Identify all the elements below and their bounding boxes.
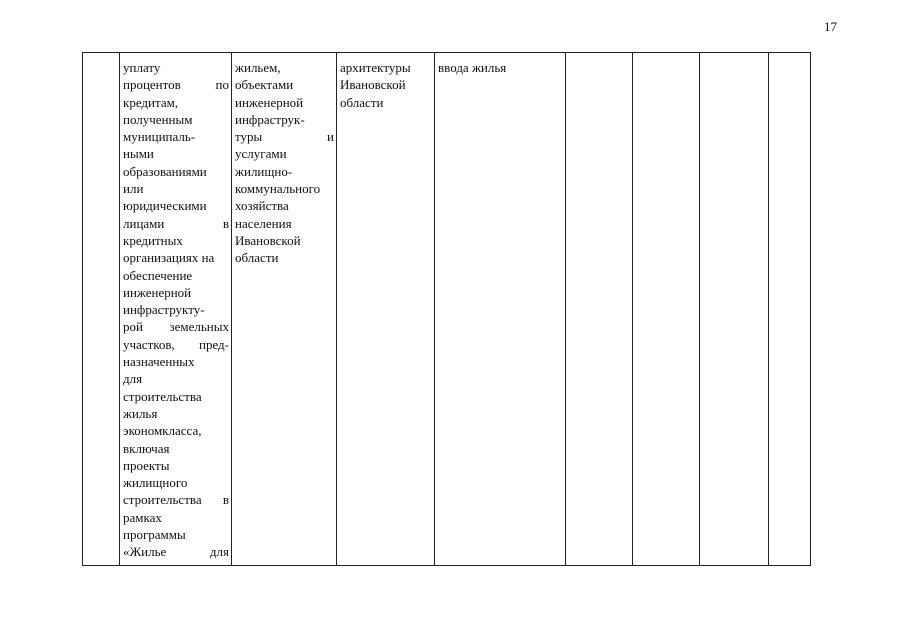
text-line: Ивановской — [340, 77, 406, 93]
text-line: инженерной — [123, 284, 192, 300]
text-line: ввода жилья — [438, 60, 507, 75]
text-line: обеспечение — [123, 267, 193, 283]
text-line: экономкласса, — [123, 423, 202, 439]
text-line: кредитных — [123, 232, 183, 248]
text-line: рамках — [123, 509, 162, 525]
text-line: области — [340, 94, 384, 110]
text-line: Ивановской — [235, 232, 301, 248]
text-line: или — [123, 181, 144, 197]
text-line: услугами — [235, 146, 287, 162]
page-number: 17 — [824, 19, 837, 34]
text-line: жилищно- — [235, 163, 293, 179]
text-line: процентов по — [123, 77, 229, 93]
text-line: хозяйства — [235, 198, 289, 214]
table-cell-responsible — [337, 53, 435, 566]
table-cell-empty-6 — [566, 53, 633, 566]
text-line: инфраструк- — [235, 111, 305, 127]
text-line: программы — [123, 527, 186, 543]
table-cell-empty-1 — [83, 53, 120, 566]
text-line: проекты — [123, 457, 170, 473]
text-line: участков, пред- — [123, 336, 229, 352]
table-cell-measure-description — [120, 53, 232, 566]
table-cell-indicator — [435, 53, 566, 566]
text-line: инфраструкту- — [123, 302, 205, 318]
text-line: юридическими — [123, 198, 207, 214]
table-row — [83, 53, 811, 566]
text-line: кредитам, — [123, 94, 179, 110]
text-line: ными — [123, 146, 154, 162]
text-line: населения — [235, 215, 292, 231]
text-line: коммунального — [235, 181, 321, 197]
text-line: муниципаль- — [123, 129, 196, 145]
text-line: полученным — [123, 111, 193, 127]
table-cell-empty-9 — [769, 53, 811, 566]
table-cell-empty-8 — [700, 53, 769, 566]
text-line: строительства — [123, 388, 202, 404]
text-line: жильем, — [235, 60, 281, 75]
text-line: для — [123, 371, 143, 387]
text-line: объектами — [235, 77, 294, 93]
text-line: архитектуры — [340, 60, 411, 75]
text-line: туры и — [235, 129, 334, 145]
text-line: жилья — [123, 405, 158, 421]
document-table — [82, 52, 811, 566]
text-line: уплату — [123, 60, 161, 75]
table-cell-target-indicator — [232, 53, 337, 566]
text-line: назначенных — [123, 354, 195, 370]
text-line: включая — [123, 440, 170, 456]
text-line: инженерной — [235, 94, 304, 110]
text-line: строительства в — [123, 492, 229, 508]
text-line: рой земельных — [123, 319, 229, 335]
text-line: образованиями — [123, 163, 207, 179]
table-cell-empty-7 — [633, 53, 700, 566]
text-line: области — [235, 250, 279, 266]
text-line: жилищного — [123, 475, 188, 491]
text-line: «Жилье для — [123, 544, 229, 560]
text-line: лицами в — [123, 215, 229, 231]
text-line: организациях на — [123, 250, 215, 266]
